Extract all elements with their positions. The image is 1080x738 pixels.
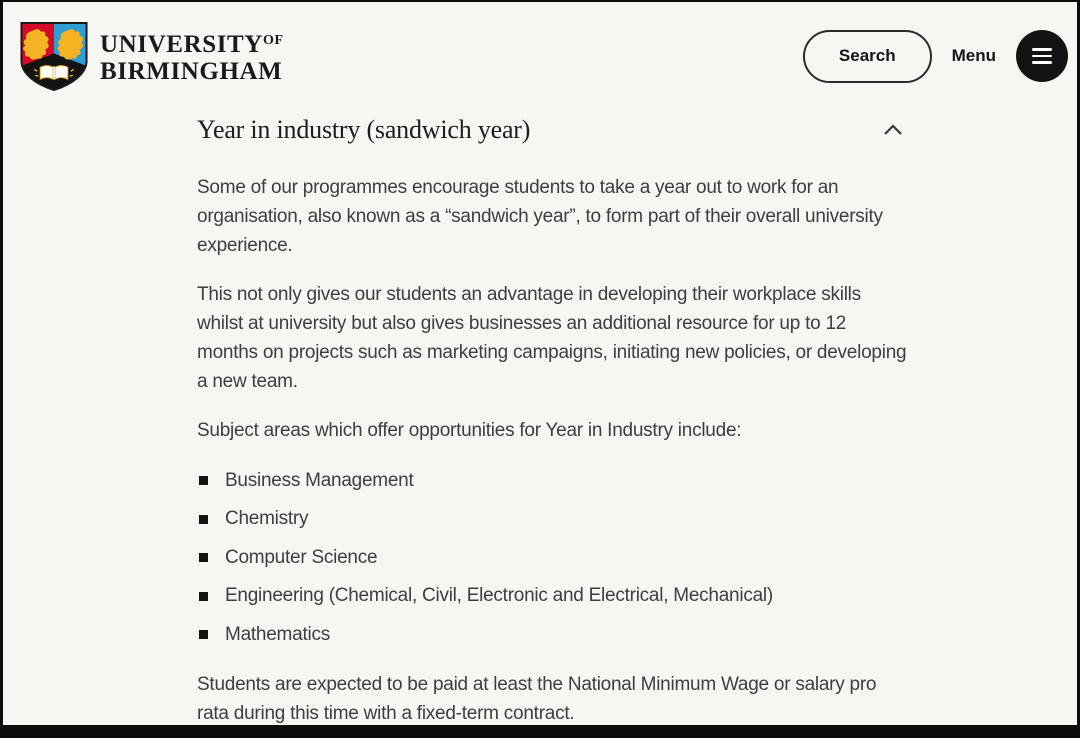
hamburger-icon: [1032, 48, 1052, 64]
logo-line-2: BIRMINGHAM: [100, 58, 283, 85]
list-item: [197, 543, 909, 572]
square-bullet-icon: [199, 515, 208, 524]
menu-label[interactable]: Menu: [951, 46, 996, 65]
list-item-label: Chemistry: [225, 508, 309, 529]
paragraphs: [197, 173, 909, 445]
list-item: [197, 582, 909, 611]
accordion-body: [197, 173, 909, 728]
square-bullet-icon: [199, 630, 208, 639]
paragraph: Some of our programmes encourage students to take a year out to work for an organisation, also known as a “sandwich year”, to form part of their overall university experience.: [197, 177, 883, 256]
list-item: [197, 505, 909, 534]
square-bullet-icon: [199, 553, 208, 562]
logo-wordmark: [100, 27, 284, 85]
square-bullet-icon: [199, 592, 208, 601]
chevron-up-icon: [883, 124, 903, 136]
logo-of: OF: [262, 33, 284, 48]
paragraph: Subject areas which offer opportunities for Year in Industry include:: [197, 420, 742, 441]
list-item-label: Mathematics: [225, 623, 330, 645]
list-item-label: Engineering (Chemical, Civil, Electronic and Electrical, Mechanical): [225, 585, 773, 606]
university-crest-icon: [17, 22, 91, 91]
subject-list: [197, 466, 909, 649]
accordion-header-year-in-industry[interactable]: [197, 115, 909, 145]
logo-line-1: $UNIVERSITY^{OF}$: [100, 31, 284, 58]
accordion-title: Year in industry (sandwich year): [197, 115, 531, 144]
hamburger-menu-button[interactable]: [1016, 30, 1068, 82]
main-content: [3, 97, 913, 728]
list-item: [197, 466, 909, 495]
list-item-label: Computer Science: [225, 546, 378, 568]
list-item: [197, 620, 909, 649]
header-actions: [803, 30, 1068, 83]
university-logo[interactable]: [17, 22, 284, 91]
square-bullet-icon: [199, 476, 208, 485]
closing-paragraph: Students are expected to be paid at least the National Minimum Wage or salary pro rata during this time with a fixed-term contract.: [197, 674, 877, 724]
list-item-label: Business Management: [225, 469, 414, 491]
paragraph: This not only gives our students an advantage in developing their workplace skills whilst at university but also gives businesses an additional resource for up to 12 months on projects such as marketing campaigns, initiating new policies, or developing a new team.: [197, 284, 907, 392]
search-button[interactable]: Search: [803, 30, 932, 83]
site-header: [3, 2, 1077, 97]
